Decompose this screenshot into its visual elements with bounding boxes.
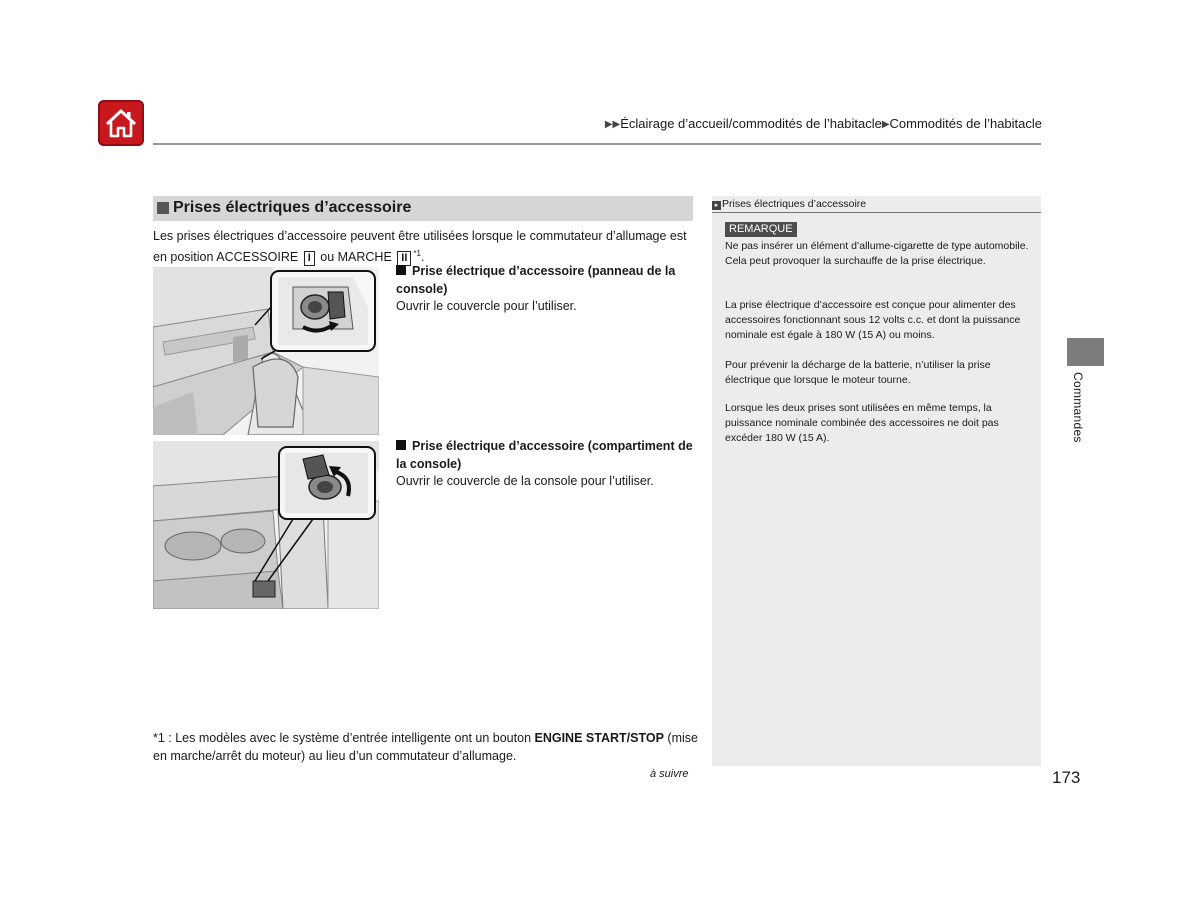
subsection-heading-console-panel: Prise électrique d’accessoire (panneau de la console)	[396, 264, 676, 296]
page-number: 173	[1052, 768, 1081, 787]
breadcrumb-separator: ▶	[881, 119, 890, 130]
side-note-title-text: Prises électriques d’accessoire	[722, 198, 867, 210]
footnote-marker: *1	[413, 249, 421, 258]
square-bullet-icon	[396, 440, 406, 450]
intro-text-middle: ou MARCHE	[320, 250, 392, 265]
header-divider	[153, 143, 1041, 145]
footnote	[153, 729, 698, 765]
section-title: Prises électriques d’accessoire	[173, 199, 412, 216]
home-icon	[98, 100, 144, 146]
reference-icon: ▸	[712, 201, 721, 210]
breadcrumb-arrows: ▶▶	[604, 119, 621, 130]
intro-paragraph	[153, 227, 698, 266]
subsection-text-console-panel: Ouvrir le couvercle pour l’utiliser.	[396, 299, 577, 313]
ignition-key-accessory: I	[304, 251, 315, 266]
footnote-button-name: ENGINE START/STOP	[534, 731, 664, 745]
chapter-tab-marker[interactable]	[1067, 338, 1104, 366]
continued-label: à suivre	[650, 768, 689, 780]
breadcrumb-link-eclairage[interactable]: Éclairage d’accueil/commodités de l’habitacle	[620, 116, 882, 131]
console-panel-illustration	[153, 267, 379, 435]
square-bullet-icon	[396, 265, 406, 275]
side-note-paragraph-1: Ne pas insérer un élément d’allume-cigarette de type automobile. Cela peut provoquer la surchauffe de la prise électrique.	[725, 240, 1029, 268]
home-button[interactable]	[98, 100, 144, 146]
side-note-paragraph-4: Lorsque les deux prises sont utilisées en même temps, la puissance nominale combinée des accessoires ne doit pas excéder 180 W (15 A).	[725, 402, 999, 445]
remarque-badge: REMARQUE	[725, 222, 797, 237]
breadcrumb-link-commodites[interactable]: Commodités de l’habitacle	[889, 116, 1042, 131]
breadcrumb	[605, 116, 1042, 131]
subsection-text-console-compartment: Ouvrir le couvercle de la console pour l’utiliser.	[396, 474, 654, 488]
section-title-bar	[153, 196, 693, 221]
intro-text-end: .	[420, 250, 425, 265]
intro-text-start: Les prises électriques d’accessoire peuvent être utilisées lorsque le commutateur d’allumage est en position ACCESSOIRE	[153, 229, 687, 265]
footnote-text-end: (mise en marche/arrêt du moteur) au lieu d’un commutateur d’allumage.	[153, 731, 698, 763]
chapter-tab-label[interactable]: Commandes	[1071, 372, 1085, 443]
footnote-text-start: *1 : Les modèles avec le système d’entrée intelligente ont un bouton	[153, 731, 532, 745]
section-square-icon	[157, 202, 169, 214]
console-compartment-illustration	[153, 441, 379, 609]
side-note-paragraph-3: Pour prévenir la décharge de la batterie, n’utiliser la prise électrique que lorsque le moteur tourne.	[725, 359, 991, 387]
subsection-heading-console-compartment: Prise électrique d’accessoire (compartiment de la console)	[396, 439, 693, 471]
side-note-title	[712, 196, 1041, 213]
ignition-key-on: II	[397, 251, 411, 266]
side-note-paragraph-2: La prise électrique d’accessoire est conçue pour alimenter des accessoires fonctionnant sous 12 volts c.c. et dont la puissance nominale est égale à 180 W (15 A) ou moins.	[725, 299, 1021, 342]
side-note-panel	[712, 196, 1041, 766]
